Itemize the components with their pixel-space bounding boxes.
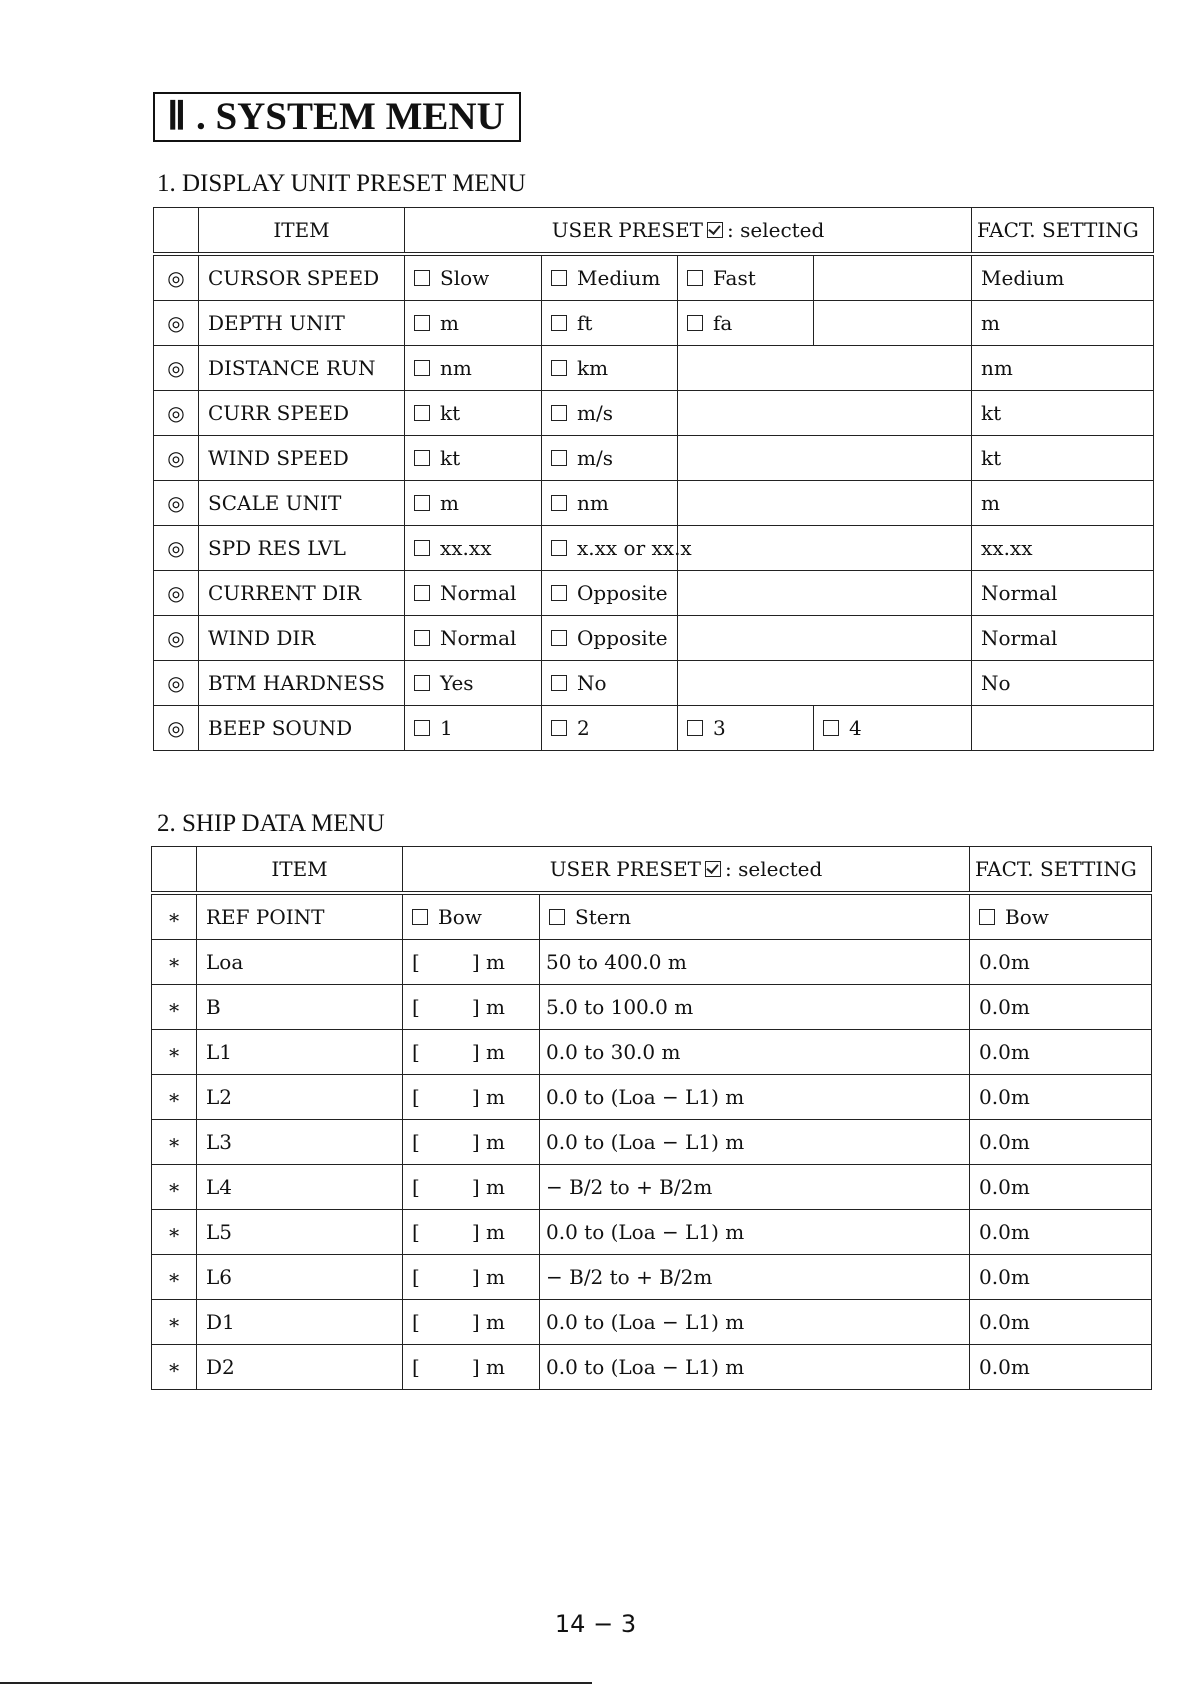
row-mark: ◎: [154, 301, 199, 346]
fact-value: Normal: [972, 571, 1154, 616]
row-mark: ∗: [152, 1120, 197, 1165]
option-cell: [678, 661, 972, 706]
fact-value: 0.0m: [970, 1210, 1152, 1255]
table-row: [154, 436, 1154, 481]
value-input[interactable]: [403, 1255, 540, 1300]
bracket-open: [: [412, 995, 420, 1019]
ship-data-table: [151, 846, 1152, 1390]
fact-value: 0.0m: [970, 1255, 1152, 1300]
table-row: [152, 1075, 1152, 1120]
fact-value: xx.xx: [972, 526, 1154, 571]
table-row: [152, 1345, 1152, 1390]
bracket-close: ] m: [471, 1130, 505, 1154]
option-label: kt: [440, 401, 461, 425]
row-mark: ∗: [152, 1165, 197, 1210]
option-cell: [405, 706, 542, 751]
header-item: ITEM: [197, 847, 403, 894]
row-item: CURSOR SPEED: [199, 254, 405, 301]
fact-value: Normal: [972, 616, 1154, 661]
bracket-open: [: [412, 1130, 420, 1154]
checkbox-icon[interactable]: [414, 315, 430, 331]
value-input[interactable]: [403, 940, 540, 985]
row-item: D1: [197, 1300, 403, 1345]
row-item: REF POINT: [197, 893, 403, 940]
row-item: BEEP SOUND: [199, 706, 405, 751]
option-label: Normal: [440, 626, 517, 650]
checkbox-icon[interactable]: [551, 405, 567, 421]
option-cell: [678, 391, 972, 436]
option-label: Slow: [440, 266, 490, 290]
option-label: nm: [440, 356, 472, 380]
row-mark: ◎: [154, 616, 199, 661]
row-mark: ∗: [152, 985, 197, 1030]
checkbox-icon[interactable]: [414, 270, 430, 286]
table-row: [154, 571, 1154, 616]
row-item: DISTANCE RUN: [199, 346, 405, 391]
option-cell: [678, 616, 972, 661]
checkbox-icon[interactable]: [551, 585, 567, 601]
option-label: m/s: [577, 446, 613, 470]
option-cell: [405, 571, 542, 616]
row-mark: ∗: [152, 1345, 197, 1390]
option-label: Medium: [577, 266, 661, 290]
option-cell: [542, 706, 678, 751]
row-mark: ∗: [152, 1255, 197, 1300]
table-row: [152, 1120, 1152, 1165]
row-mark: ∗: [152, 940, 197, 985]
checkbox-icon[interactable]: [551, 720, 567, 736]
header-selected-label: : selected: [725, 857, 823, 881]
bracket-close: ] m: [471, 1040, 505, 1064]
option-label: km: [577, 356, 609, 380]
range-value: 0.0 to 30.0 m: [540, 1030, 970, 1075]
option-label: xx.xx: [440, 536, 492, 560]
row-mark: ∗: [152, 1075, 197, 1120]
option-cell: [405, 436, 542, 481]
row-item: WIND DIR: [199, 616, 405, 661]
row-item: L4: [197, 1165, 403, 1210]
fact-value: 0.0m: [970, 1165, 1152, 1210]
option-label: ft: [577, 311, 593, 335]
table-row: [152, 1300, 1152, 1345]
header-user-preset-label: USER PRESET: [549, 857, 702, 881]
bracket-close: ] m: [471, 1310, 505, 1334]
table-header: [154, 208, 1154, 255]
row-mark: ◎: [154, 706, 199, 751]
option-label: Yes: [440, 671, 474, 695]
option-cell: [542, 616, 678, 661]
checkbox-icon[interactable]: [414, 720, 430, 736]
option-label: 2: [577, 716, 590, 740]
table-row: [152, 1165, 1152, 1210]
bracket-open: [: [412, 1355, 420, 1379]
fact-value: 0.0m: [970, 940, 1152, 985]
checkbox-icon[interactable]: [414, 405, 430, 421]
checkbox-icon[interactable]: [551, 270, 567, 286]
option-cell: [678, 436, 972, 481]
row-mark: ◎: [154, 391, 199, 436]
fact-value: m: [972, 301, 1154, 346]
fact-label: Bow: [1005, 905, 1049, 929]
checkbox-icon[interactable]: [414, 495, 430, 511]
option-label: Bow: [438, 905, 482, 929]
checkbox-icon[interactable]: [687, 315, 703, 331]
range-value: − B/2 to + B/2m: [540, 1255, 970, 1300]
table-row: [154, 661, 1154, 706]
value-input[interactable]: [403, 1345, 540, 1390]
option-label: Stern: [575, 905, 632, 929]
value-input[interactable]: [403, 1075, 540, 1120]
bracket-open: [: [412, 1265, 420, 1289]
table-row: [154, 346, 1154, 391]
bracket-close: ] m: [471, 1220, 505, 1244]
header-fact-setting: FACT. SETTING: [972, 208, 1154, 255]
fact-value: m: [972, 481, 1154, 526]
checkbox-icon[interactable]: [414, 450, 430, 466]
bracket-open: [: [412, 1040, 420, 1064]
option-cell: [405, 526, 542, 571]
bracket-close: ] m: [471, 1355, 505, 1379]
range-value: 0.0 to (Loa − L1) m: [540, 1210, 970, 1255]
fact-value: [970, 893, 1152, 940]
table-row: [152, 985, 1152, 1030]
fact-value: Medium: [972, 254, 1154, 301]
option-cell: [814, 254, 972, 301]
bracket-open: [: [412, 1085, 420, 1109]
row-item: BTM HARDNESS: [199, 661, 405, 706]
checkbox-icon[interactable]: [414, 585, 430, 601]
option-label: Opposite: [577, 581, 668, 605]
table-row: [152, 1210, 1152, 1255]
row-item: L2: [197, 1075, 403, 1120]
fact-value: 0.0m: [970, 1300, 1152, 1345]
option-label: fa: [713, 311, 733, 335]
option-cell: [814, 301, 972, 346]
option-cell: [542, 254, 678, 301]
value-input[interactable]: [403, 1120, 540, 1165]
row-mark: ∗: [152, 893, 197, 940]
row-item: L5: [197, 1210, 403, 1255]
header-user-preset: [403, 847, 970, 894]
option-label: 1: [440, 716, 453, 740]
option-label: 4: [849, 716, 862, 740]
option-cell: [542, 346, 678, 391]
option-cell: [814, 706, 972, 751]
option-label: x.xx or xx.x: [577, 536, 692, 560]
option-cell: [542, 526, 692, 571]
row-item: SPD RES LVL: [199, 526, 405, 571]
option-label: Opposite: [577, 626, 668, 650]
header-mark: [154, 208, 199, 255]
option-cell: [542, 436, 678, 481]
option-label: m/s: [577, 401, 613, 425]
option-cell: [678, 254, 814, 301]
value-input[interactable]: [403, 1165, 540, 1210]
option-cell: [405, 481, 542, 526]
option-label: Fast: [713, 266, 756, 290]
option-cell: [405, 661, 542, 706]
option-label: m: [440, 491, 459, 515]
table-row: [154, 706, 1154, 751]
option-cell: [678, 301, 814, 346]
row-item: L3: [197, 1120, 403, 1165]
table-row: [152, 1255, 1152, 1300]
fact-value: kt: [972, 436, 1154, 481]
checkbox-icon[interactable]: [551, 450, 567, 466]
table-header: [152, 847, 1152, 894]
value-input[interactable]: [403, 1300, 540, 1345]
row-mark: ◎: [154, 481, 199, 526]
checkbox-icon[interactable]: [687, 270, 703, 286]
row-item: CURR SPEED: [199, 391, 405, 436]
checkbox-icon[interactable]: [551, 675, 567, 691]
fact-value: No: [972, 661, 1154, 706]
row-item: DEPTH UNIT: [199, 301, 405, 346]
option-cell: [542, 571, 678, 616]
option-cell: [678, 526, 972, 571]
checked-box-icon: [707, 222, 723, 238]
range-value: 0.0 to (Loa − L1) m: [540, 1300, 970, 1345]
row-mark: ◎: [154, 526, 199, 571]
option-label: kt: [440, 446, 461, 470]
row-mark: ◎: [154, 436, 199, 481]
checkbox-icon[interactable]: [414, 540, 430, 556]
option-cell: [405, 254, 542, 301]
range-value: 0.0 to (Loa − L1) m: [540, 1345, 970, 1390]
section-title-display-unit: 1. DISPLAY UNIT PRESET MENU: [157, 170, 526, 197]
section-title-ship-data: 2. SHIP DATA MENU: [157, 810, 385, 837]
option-cell: [542, 301, 678, 346]
checkbox-icon[interactable]: [823, 720, 839, 736]
checkbox-icon[interactable]: [551, 495, 567, 511]
checkbox-icon[interactable]: [551, 630, 567, 646]
header-fact-setting: FACT. SETTING: [970, 847, 1152, 894]
option-cell: [542, 391, 678, 436]
table-row: [152, 1030, 1152, 1075]
fact-value: nm: [972, 346, 1154, 391]
table-row: [154, 616, 1154, 661]
option-label: Normal: [440, 581, 517, 605]
checkbox-icon[interactable]: [549, 909, 565, 925]
bracket-open: [: [412, 950, 420, 974]
row-item: WIND SPEED: [199, 436, 405, 481]
option-cell: [405, 391, 542, 436]
header-user-preset-label: USER PRESET: [551, 218, 704, 242]
fact-value: 0.0m: [970, 1345, 1152, 1390]
table-row: [154, 254, 1154, 301]
option-cell: [540, 893, 970, 940]
value-input[interactable]: [403, 1210, 540, 1255]
fact-value: kt: [972, 391, 1154, 436]
bracket-open: [: [412, 1220, 420, 1244]
table-row: [152, 940, 1152, 985]
fact-value: [972, 706, 1154, 751]
fact-value: 0.0m: [970, 1075, 1152, 1120]
range-value: 50 to 400.0 m: [540, 940, 970, 985]
table-row: [154, 391, 1154, 436]
table-row-ref-point: [152, 893, 1152, 940]
option-label: m: [440, 311, 459, 335]
row-mark: ◎: [154, 571, 199, 616]
checkbox-icon[interactable]: [414, 675, 430, 691]
fact-value: 0.0m: [970, 1120, 1152, 1165]
bracket-close: ] m: [471, 1085, 505, 1109]
range-value: 5.0 to 100.0 m: [540, 985, 970, 1030]
header-item: ITEM: [199, 208, 405, 255]
row-mark: ∗: [152, 1030, 197, 1075]
checked-box-icon: [705, 861, 721, 877]
option-cell: [405, 346, 542, 391]
bracket-close: ] m: [471, 1265, 505, 1289]
option-label: 3: [713, 716, 726, 740]
bottom-rule: [0, 1682, 592, 1684]
option-cell: [678, 481, 972, 526]
checkbox-icon[interactable]: [551, 540, 567, 556]
fact-value: 0.0m: [970, 985, 1152, 1030]
fact-value: 0.0m: [970, 1030, 1152, 1075]
checkbox-icon[interactable]: [551, 360, 567, 376]
page-title: Ⅱ . SYSTEM MENU: [153, 92, 521, 142]
row-mark: ◎: [154, 346, 199, 391]
display-unit-preset-table: [153, 207, 1154, 751]
value-input[interactable]: [403, 985, 540, 1030]
bracket-open: [: [412, 1175, 420, 1199]
row-item: D2: [197, 1345, 403, 1390]
option-cell: [678, 346, 972, 391]
option-cell: [542, 481, 678, 526]
value-input[interactable]: [403, 1030, 540, 1075]
checkbox-icon[interactable]: [414, 630, 430, 646]
range-value: − B/2 to + B/2m: [540, 1165, 970, 1210]
row-item: CURRENT DIR: [199, 571, 405, 616]
checkbox-icon[interactable]: [414, 360, 430, 376]
row-mark: ◎: [154, 254, 199, 301]
option-label: nm: [577, 491, 609, 515]
row-mark: ∗: [152, 1300, 197, 1345]
table-row: [154, 526, 1154, 571]
row-item: B: [197, 985, 403, 1030]
header-selected-label: : selected: [727, 218, 825, 242]
row-item: L1: [197, 1030, 403, 1075]
checkbox-icon: [979, 909, 995, 925]
option-cell: [542, 661, 678, 706]
bracket-close: ] m: [471, 1175, 505, 1199]
table-row: [154, 301, 1154, 346]
bracket-close: ] m: [471, 950, 505, 974]
header-mark: [152, 847, 197, 894]
range-value: 0.0 to (Loa − L1) m: [540, 1075, 970, 1120]
table-row: [154, 481, 1154, 526]
row-mark: ◎: [154, 661, 199, 706]
option-cell: [403, 893, 540, 940]
option-cell: [678, 571, 972, 616]
bracket-open: [: [412, 1310, 420, 1334]
row-item: SCALE UNIT: [199, 481, 405, 526]
checkbox-icon[interactable]: [412, 909, 428, 925]
bracket-close: ] m: [471, 995, 505, 1019]
range-value: 0.0 to (Loa − L1) m: [540, 1120, 970, 1165]
option-label: No: [577, 671, 607, 695]
header-user-preset: [405, 208, 972, 255]
option-cell: [678, 706, 814, 751]
option-cell: [405, 301, 542, 346]
page-number: 14 − 3: [554, 1610, 637, 1638]
checkbox-icon[interactable]: [551, 315, 567, 331]
row-item: L6: [197, 1255, 403, 1300]
row-mark: ∗: [152, 1210, 197, 1255]
checkbox-icon[interactable]: [687, 720, 703, 736]
row-item: Loa: [197, 940, 403, 985]
option-cell: [405, 616, 542, 661]
